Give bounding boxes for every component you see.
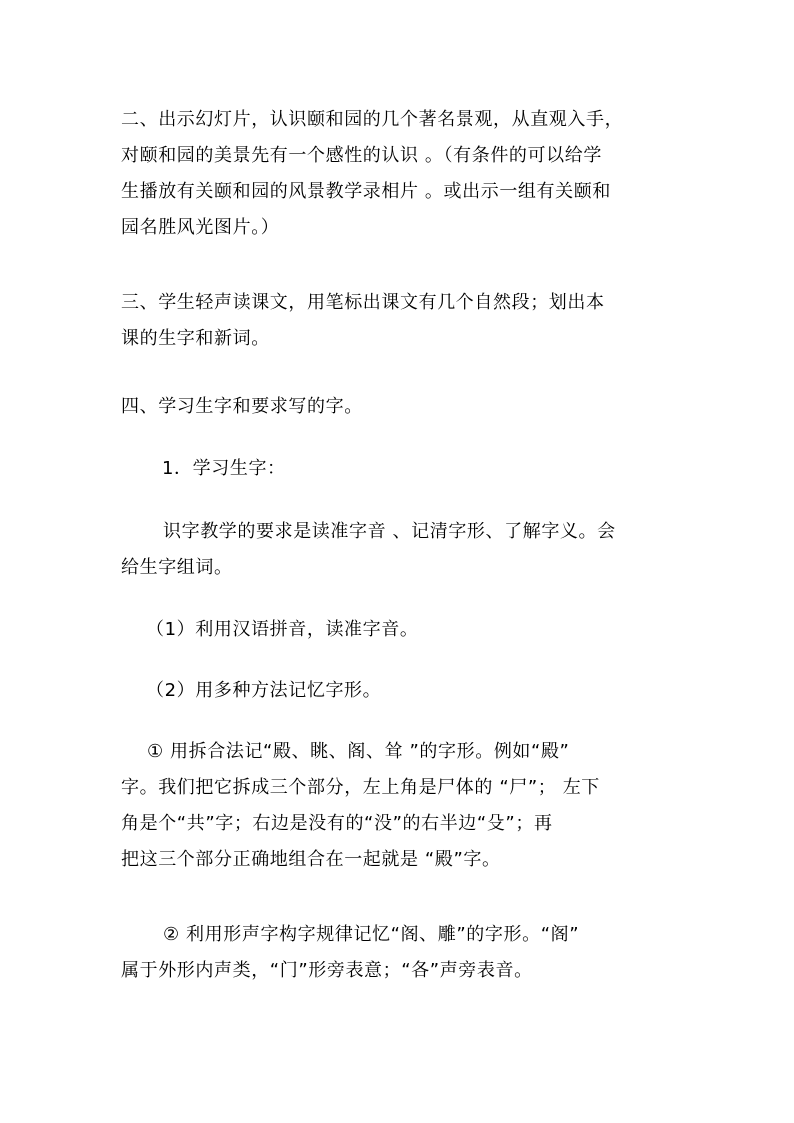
text-line: （2）用多种方法记忆字形。 [146, 680, 382, 701]
text-line: （1）利用汉语拼音，读准字音。 [146, 619, 419, 640]
subheading-learn-characters [162, 451, 722, 487]
paragraph-step-three [121, 285, 681, 357]
item-memory-methods [146, 673, 706, 709]
item-pinyin [146, 612, 706, 648]
text-line: ② 利用形声字构字规律记忆“阁、雕”的字形。“阁” [163, 924, 580, 945]
paragraph-step-four [121, 389, 681, 425]
text-line: 对颐和园的美景先有一个感性的认识 。（有条件的可以给学 [121, 145, 602, 166]
paragraph-phonetic-semantic [121, 917, 681, 989]
text-line: 给生字组词。 [121, 557, 233, 578]
text-line: 1．学习生字： [162, 458, 286, 479]
paragraph-split-method [121, 734, 681, 878]
text-line: 生播放有关颐和园的风景教学录相片 。或出示一组有关颐和 [121, 181, 611, 202]
paragraph-literacy-requirements [121, 514, 681, 586]
text-line: 课的生字和新词。 [121, 328, 270, 349]
text-line: 识字教学的要求是读准字音 、记清字形、了解字义。会 [163, 521, 616, 542]
text-line: 属于外形内声类，“门”形旁表意；“各”声旁表音。 [121, 960, 533, 981]
text-line: ① 用拆合法记“殿、眺、阁、耸 ”的字形。例如“殿” [147, 741, 570, 762]
text-line: 二、出示幻灯片，认识颐和园的几个著名景观，从直观入手， [121, 109, 624, 130]
text-line: 把这三个部分正确地组合在一起就是 “殿”字。 [121, 849, 501, 870]
text-line: 字。我们把它拆成三个部分，左上角是尸体的 “尸”； 左下 [121, 777, 600, 798]
text-line: 角是个“共”字；右边是没有的“没”的右半边“殳”；再 [121, 813, 553, 834]
paragraph-step-two [121, 102, 681, 246]
text-line: 三、学生轻声读课文，用笔标出课文有几个自然段；划出本 [121, 292, 605, 313]
text-line: 园名胜风光图片。） [121, 217, 280, 238]
text-line: 四、学习生字和要求写的字。 [121, 396, 363, 417]
